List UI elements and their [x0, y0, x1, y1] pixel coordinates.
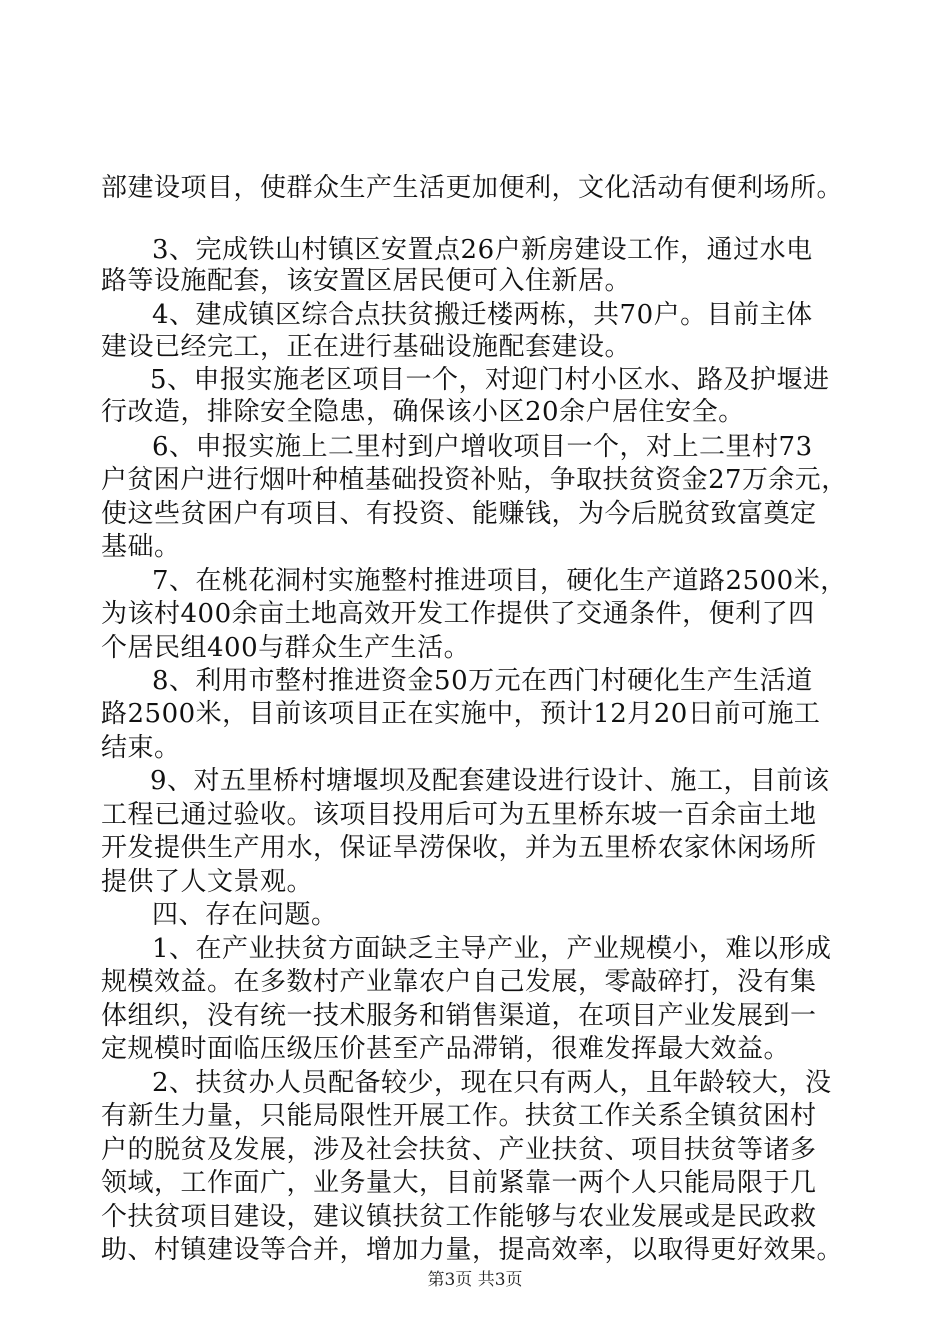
- paragraph-line: 6、申报实施上二里村到户增收项目一个，对上二里村73: [152, 432, 813, 462]
- paragraph-line: 使这些贫困户有项目、有投资、能赚钱，为今后脱贫致富奠定: [101, 499, 817, 529]
- paragraph-line: 提供了人文景观。: [101, 867, 314, 897]
- paragraph-line: 体组织，没有统一技术服务和销售渠道，在项目产业发展到一: [101, 1001, 817, 1031]
- paragraph-line: 9、对五里桥村塘堰坝及配套建设进行设计、施工，目前该: [150, 766, 830, 796]
- paragraph-line: 个扶贫项目建设，建议镇扶贫工作能够与农业发展或是民政救: [101, 1202, 817, 1232]
- paragraph-line: 路2500米，目前该项目正在实施中，预计12月20日前可施工: [101, 699, 821, 729]
- paragraph-line: 5、申报实施老区项目一个，对迎门村小区水、路及护堰进: [150, 365, 830, 395]
- paragraph-line: 定规模时面临压级压价甚至产品滞销，很难发挥最大效益。: [101, 1034, 791, 1064]
- paragraph-line: 有新生力量，只能局限性开展工作。扶贫工作关系全镇贫困村: [101, 1101, 817, 1131]
- paragraph-line: 3、完成铁山村镇区安置点26户新房建设工作，通过水电: [152, 235, 813, 265]
- paragraph-line: 2、扶贫办人员配备较少，现在只有两人，且年龄较大，没: [152, 1068, 832, 1098]
- paragraph-line: 结束。: [101, 733, 181, 763]
- paragraph-line: 4、建成镇区综合点扶贫搬迁楼两栋，共70户。目前主体: [152, 300, 813, 330]
- paragraph-line: 助、村镇建设等合并，增加力量，提高效率，以取得更好效果。: [101, 1235, 844, 1265]
- paragraph-line: 开发提供生产用水，保证旱涝保收，并为五里桥农家休闲场所: [101, 833, 817, 863]
- paragraph-line: 工程已通过验收。该项目投用后可为五里桥东坡一百余亩土地: [101, 800, 817, 830]
- paragraph-line: 行改造，排除安全隐患，确保该小区20余户居住安全。: [101, 397, 745, 427]
- paragraph-line: 7、在桃花洞村实施整村推进项目，硬化生产道路2500米，: [152, 566, 847, 596]
- paragraph-line: 个居民组400与群众生产生活。: [101, 633, 471, 663]
- paragraph-line: 部建设项目，使群众生产生活更加便利，文化活动有便利场所。: [101, 173, 844, 203]
- paragraph-line: 领域，工作面广，业务量大，目前紧靠一两个人只能局限于几: [101, 1168, 817, 1198]
- paragraph-line: 建设已经完工，正在进行基础设施配套建设。: [101, 332, 632, 362]
- paragraph-line: 为该村400余亩土地高效开发工作提供了交通条件，便利了四: [101, 599, 815, 629]
- page-footer: 第3页 共3页: [427, 1270, 523, 1290]
- paragraph-line: 户贫困户进行烟叶种植基础投资补贴，争取扶贫资金27万余元，: [101, 465, 848, 495]
- paragraph-line: 路等设施配套，该安置区居民便可入住新居。: [101, 266, 632, 296]
- paragraph-line: 户的脱贫及发展，涉及社会扶贫、产业扶贫、项目扶贫等诸多: [101, 1135, 817, 1165]
- paragraph-line: 基础。: [101, 532, 181, 562]
- paragraph-line: 8、利用市整村推进资金50万元在西门村硬化生产生活道: [152, 666, 813, 696]
- paragraph-line: 规模效益。在多数村产业靠农户自己发展，零敲碎打，没有集: [101, 967, 817, 997]
- section-heading: 四、存在问题。: [152, 900, 338, 930]
- paragraph-line: 1、在产业扶贫方面缺乏主导产业，产业规模小，难以形成: [152, 934, 832, 964]
